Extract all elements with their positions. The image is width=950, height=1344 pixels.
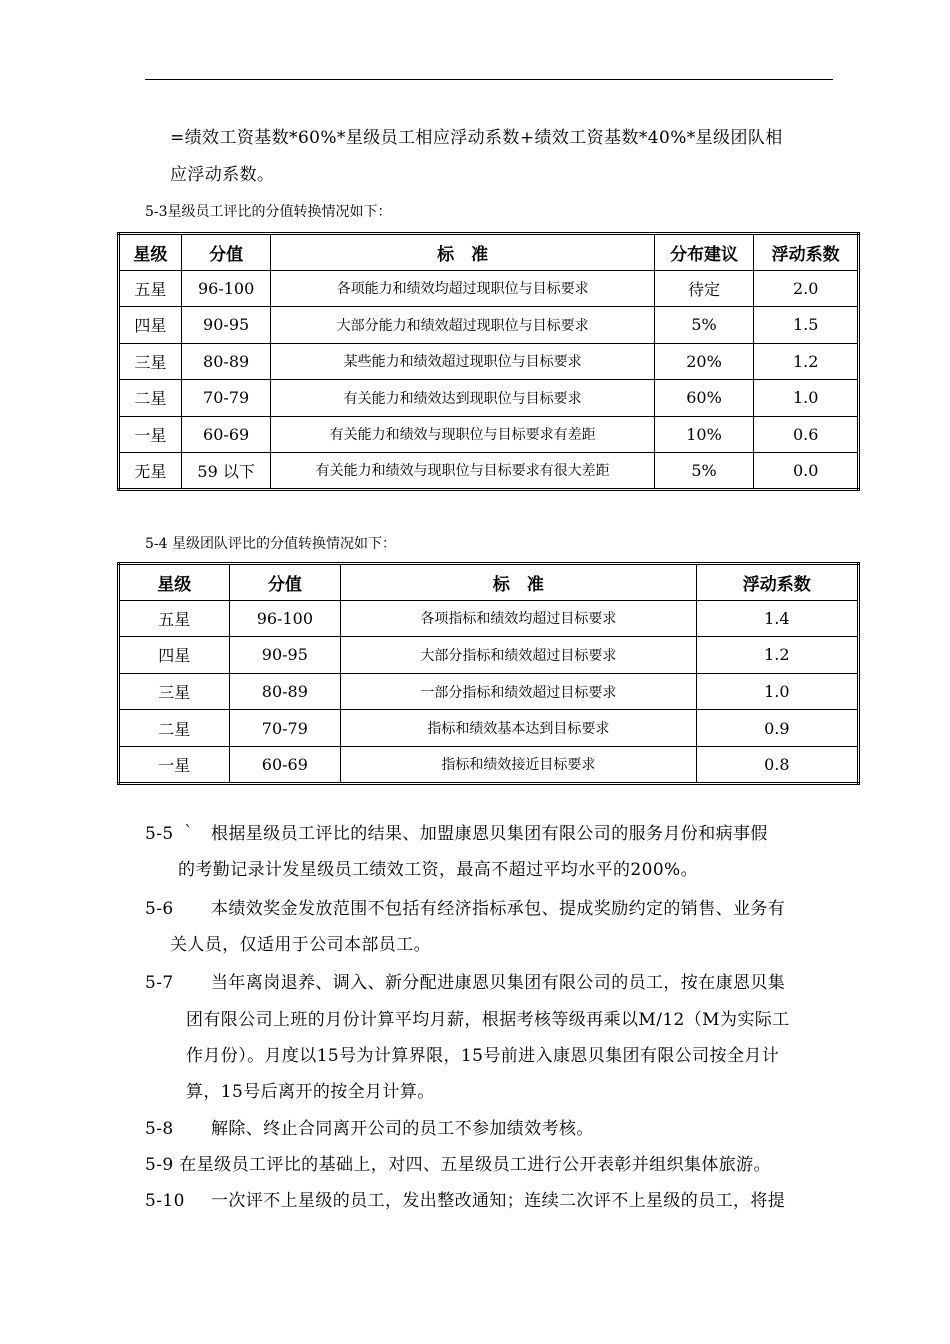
table-cell: 90-95 — [229, 637, 341, 674]
table-cell: 0.0 — [754, 453, 859, 490]
table-cell: 60-69 — [181, 416, 271, 453]
table-cell: 一星 — [119, 416, 182, 453]
team-star-table — [117, 562, 860, 785]
table-header-row — [119, 234, 859, 271]
table-cell: 2.0 — [754, 270, 859, 307]
table-row — [119, 307, 859, 344]
clause-text: 算，15号后离开的按全月计算。 — [186, 1082, 435, 1102]
table-cell: 一部分指标和绩效超过目标要求 — [341, 673, 696, 710]
table-row — [119, 380, 859, 417]
table-cell: 20% — [654, 343, 754, 380]
table-cell: 5% — [654, 453, 754, 490]
table-cell: 三星 — [119, 673, 230, 710]
col-header: 标 准 — [341, 564, 696, 601]
clause-text: 团有限公司上班的月份计算平均月薪，根据考核等级再乘以M/12（M为实际工 — [186, 1010, 790, 1030]
table-cell: 三星 — [119, 343, 182, 380]
col-header: 星级 — [119, 234, 182, 271]
table-cell: 80-89 — [181, 343, 271, 380]
table-cell: 1.5 — [754, 307, 859, 344]
table-header-row — [119, 564, 859, 601]
intro-line-2: 应浮动系数。 — [170, 165, 275, 185]
table-cell: 某些能力和绩效超过现职位与目标要求 — [271, 343, 654, 380]
table-cell: 指标和绩效接近目标要求 — [341, 746, 696, 783]
table-cell: 0.9 — [696, 710, 858, 747]
clause-text: 根据星级员工评比的结果、加盟康恩贝集团有限公司的服务月份和病事假 — [211, 824, 768, 844]
clause-number: 5-10 — [145, 1191, 185, 1211]
clause-text: 作月份）。月度以15号为计算界限，15号前进入康恩贝集团有限公司按全月计 — [186, 1046, 780, 1066]
table-cell: 5% — [654, 307, 754, 344]
col-header: 浮动系数 — [754, 234, 859, 271]
clause-number: 5-5 ｀ — [145, 824, 197, 844]
table-row — [119, 637, 859, 674]
clause-number: 5-7 — [145, 973, 174, 993]
table-cell: 0.8 — [696, 746, 858, 783]
table-cell: 1.2 — [696, 637, 858, 674]
table-cell: 待定 — [654, 270, 754, 307]
employee-star-table — [117, 232, 860, 491]
table-row — [119, 270, 859, 307]
table-cell: 1.0 — [754, 380, 859, 417]
table-cell: 96-100 — [229, 600, 341, 637]
table-row — [119, 600, 859, 637]
table-row — [119, 416, 859, 453]
clause-text: 关人员，仅适用于公司本部员工。 — [170, 935, 431, 955]
table-cell: 有关能力和绩效与现职位与目标要求有差距 — [271, 416, 654, 453]
table-cell: 指标和绩效基本达到目标要求 — [341, 710, 696, 747]
table-cell: 二星 — [119, 710, 230, 747]
table1-caption: 5-3星级员工评比的分值转换情况如下： — [145, 204, 392, 220]
col-header: 浮动系数 — [696, 564, 858, 601]
table-cell: 五星 — [119, 600, 230, 637]
col-header: 分值 — [181, 234, 271, 271]
table-cell: 96-100 — [181, 270, 271, 307]
table-cell: 有关能力和绩效达到现职位与目标要求 — [271, 380, 654, 417]
table-cell: 大部分指标和绩效超过目标要求 — [341, 637, 696, 674]
col-header: 标 准 — [271, 234, 654, 271]
table-cell: 一星 — [119, 746, 230, 783]
table-cell: 无星 — [119, 453, 182, 490]
table-cell: 各项指标和绩效均超过目标要求 — [341, 600, 696, 637]
table-cell: 1.2 — [754, 343, 859, 380]
table-cell: 四星 — [119, 637, 230, 674]
table-cell: 大部分能力和绩效超过现职位与目标要求 — [271, 307, 654, 344]
col-header: 星级 — [119, 564, 230, 601]
table-cell: 59 以下 — [181, 453, 271, 490]
clause-number: 5-6 — [145, 899, 174, 919]
table-row — [119, 746, 859, 783]
table-cell: 有关能力和绩效与现职位与目标要求有很大差距 — [271, 453, 654, 490]
col-header: 分值 — [229, 564, 341, 601]
table-cell: 80-89 — [229, 673, 341, 710]
clause-text: 当年离岗退养、调入、新分配进康恩贝集团有限公司的员工，按在康恩贝集 — [211, 973, 786, 993]
table-cell: 五星 — [119, 270, 182, 307]
table-row — [119, 343, 859, 380]
table-cell: 60% — [654, 380, 754, 417]
table-cell: 10% — [654, 416, 754, 453]
table-row — [119, 673, 859, 710]
clause-text: 解除、终止合同离开公司的员工不参加绩效考核。 — [211, 1119, 594, 1139]
table-cell: 0.6 — [754, 416, 859, 453]
clause-text: 一次评不上星级的员工，发出整改通知；连续二次评不上星级的员工，将提 — [211, 1191, 786, 1211]
table-cell: 1.4 — [696, 600, 858, 637]
table-cell: 1.0 — [696, 673, 858, 710]
clause-text: 本绩效奖金发放范围不包括有经济指标承包、提成奖励约定的销售、业务有 — [211, 899, 786, 919]
table-row — [119, 710, 859, 747]
col-header: 分布建议 — [654, 234, 754, 271]
table-cell: 二星 — [119, 380, 182, 417]
clause-text: 的考勤记录计发星级员工绩效工资，最高不超过平均水平的200%。 — [178, 860, 698, 880]
clause-text: 5-9 在星级员工评比的基础上，对四、五星级员工进行公开表彰并组织集体旅游。 — [145, 1155, 771, 1175]
table-cell: 各项能力和绩效均超过现职位与目标要求 — [271, 270, 654, 307]
header-rule — [145, 79, 833, 80]
table-cell: 70-79 — [181, 380, 271, 417]
clause-number: 5-8 — [145, 1119, 174, 1139]
table-cell: 四星 — [119, 307, 182, 344]
table-cell: 90-95 — [181, 307, 271, 344]
table-cell: 70-79 — [229, 710, 341, 747]
table-cell: 60-69 — [229, 746, 341, 783]
table2-caption: 5-4 星级团队评比的分值转换情况如下： — [145, 536, 396, 552]
intro-line-1: =绩效工资基数*60%*星级员工相应浮动系数+绩效工资基数*40%*星级团队相 — [170, 128, 783, 148]
table-row — [119, 453, 859, 490]
